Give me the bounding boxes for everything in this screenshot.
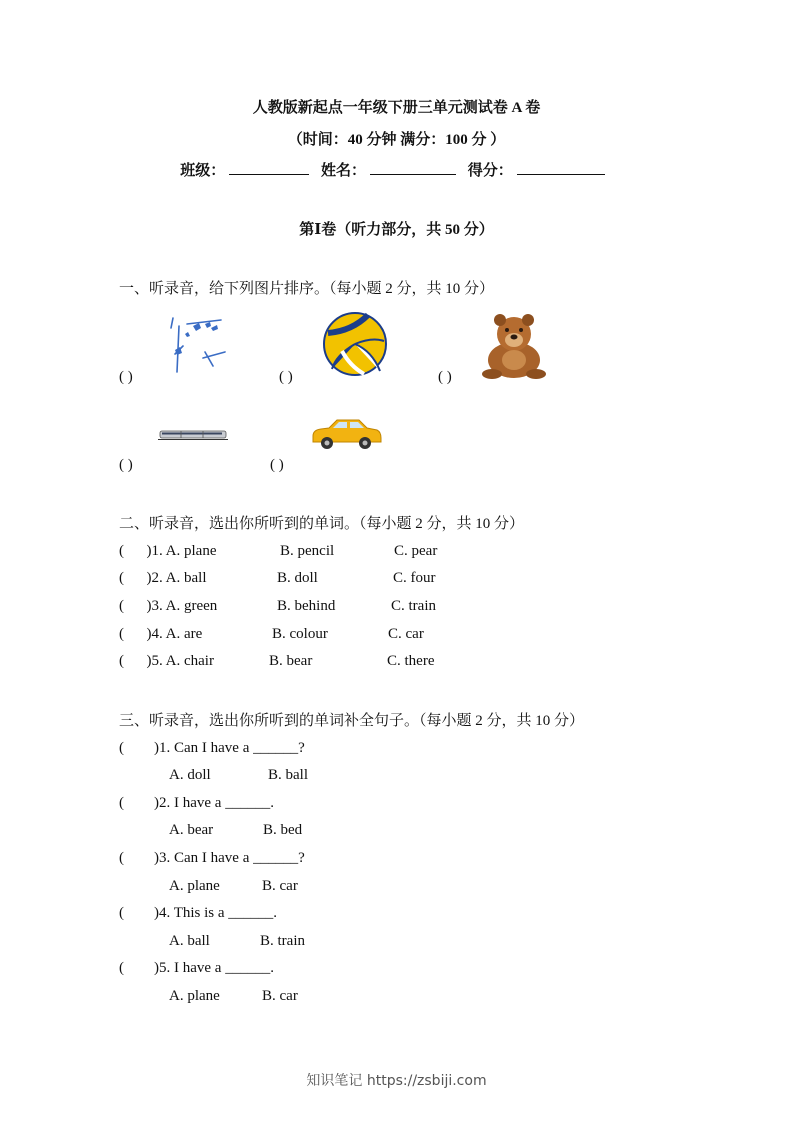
picture-answer-5[interactable]: ( ) xyxy=(270,457,284,473)
question-number-a: ( )3. A. green xyxy=(119,598,218,614)
option-b: B. car xyxy=(262,878,298,894)
section1-title: 一、听录音，给下列图片排序。（每小题 2 分，共 10 分） xyxy=(119,281,495,297)
option-c: C. train xyxy=(391,598,436,614)
volleyball-icon xyxy=(322,311,388,377)
option-c: C. there xyxy=(387,653,435,669)
option-a: A. ball xyxy=(169,933,210,949)
score-label: 得分： xyxy=(467,163,513,179)
option-a: A. plane xyxy=(169,988,220,1004)
score-blank[interactable] xyxy=(517,160,605,175)
option-b: B. colour xyxy=(272,626,328,642)
class-blank[interactable] xyxy=(229,160,309,175)
name-blank[interactable] xyxy=(370,160,456,175)
question-number-a: ( )4. A. are xyxy=(119,626,203,642)
car-icon xyxy=(309,416,383,450)
picture-answer-3[interactable]: ( ) xyxy=(438,369,452,385)
option-a: A. bear xyxy=(169,822,214,838)
bear-icon xyxy=(476,312,552,380)
question-text: ( )5. I have a ______. xyxy=(119,960,274,976)
question-text: ( )3. Can I have a ______? xyxy=(119,850,305,866)
name-label: 姓名： xyxy=(320,163,366,179)
option-b: B. behind xyxy=(277,598,336,614)
option-b: B. bed xyxy=(263,822,303,838)
option-b: B. pencil xyxy=(280,543,335,559)
picture-answer-1[interactable]: ( ) xyxy=(119,369,133,385)
option-b: B. car xyxy=(262,988,298,1004)
option-c: C. four xyxy=(393,570,436,586)
question-number-a: ( )1. A. plane xyxy=(119,543,217,559)
question-text: ( )1. Can I have a ______? xyxy=(119,740,305,756)
option-a: A. doll xyxy=(169,767,211,783)
option-b: B. bear xyxy=(269,653,313,669)
picture-answer-2[interactable]: ( ) xyxy=(279,369,293,385)
page-title: 人教版新起点一年级下册三单元测试卷 A 卷 xyxy=(252,100,541,116)
student-info-line xyxy=(0,159,793,180)
part-title: 第Ⅰ卷（听力部分，共 50 分） xyxy=(299,222,494,238)
section2-title: 二、听录音，选出你所听到的单词。（每小题 2 分，共 10 分） xyxy=(119,516,525,532)
train-icon xyxy=(158,428,228,442)
footer-watermark: 知识笔记 https://zsbiji.com xyxy=(306,1073,487,1089)
question-text: ( )4. This is a ______. xyxy=(119,905,278,921)
question-text: ( )2. I have a ______. xyxy=(119,795,274,811)
option-b: B. ball xyxy=(268,767,308,783)
section3-title: 三、听录音，选出你所听到的单词补全句子。（每小题 2 分，共 10 分） xyxy=(119,713,585,729)
option-c: C. car xyxy=(388,626,424,642)
class-label: 班级： xyxy=(180,163,226,179)
question-number-a: ( )5. A. chair xyxy=(119,653,214,669)
picture-answer-4[interactable]: ( ) xyxy=(119,457,133,473)
exam-meta: （时间：40 分钟 满分：100 分 ） xyxy=(287,132,506,148)
question-number-a: ( )2. A. ball xyxy=(119,570,207,586)
option-a: A. plane xyxy=(169,878,220,894)
option-c: C. pear xyxy=(394,543,438,559)
option-b: B. train xyxy=(260,933,305,949)
kite-icon xyxy=(165,314,230,374)
option-b: B. doll xyxy=(277,570,318,586)
